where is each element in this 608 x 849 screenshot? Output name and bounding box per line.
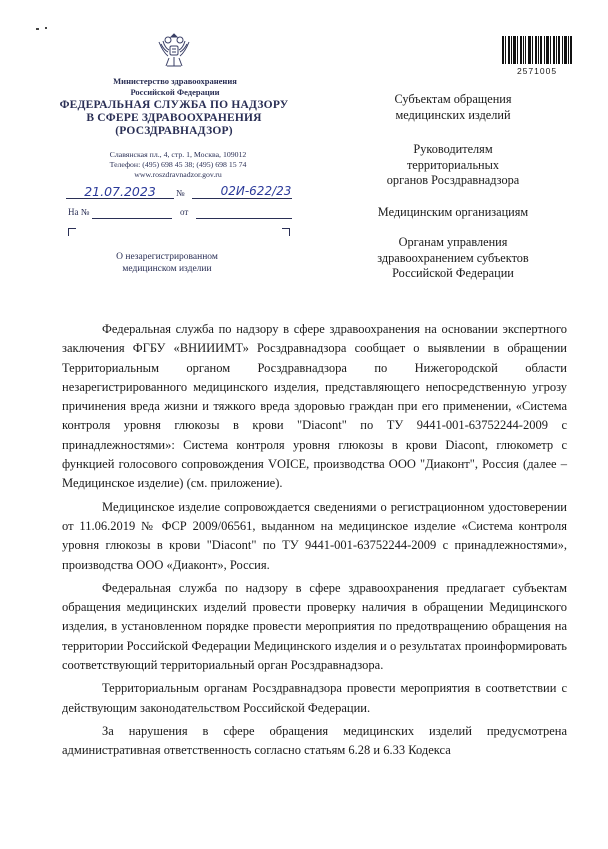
- body-paragraph: Территориальным органам Росздравнадзора провести мероприятия в соответствии с действующим законодательством Российской Федерации.: [62, 681, 567, 715]
- ministry-name: Министерство здравоохранения Российской Федерации: [113, 76, 237, 97]
- subject-corner-left: [68, 228, 76, 236]
- phone: Телефон: (495) 698 45 38; (495) 698 15 74: [109, 160, 247, 169]
- number-sign: №: [176, 188, 185, 198]
- ref-date-underline: [196, 218, 292, 219]
- body-paragraph: Федеральная служба по надзору в сфере здравоохранения предлагает субъектам обращения медицинских изделий провести проверку наличия в обращении Медицинского изделия, в установленном порядке провести мероприятия по предотвращению обращения на территории Российской Федерации Медицинского изделия и о результатах проинформировать соответствующий территориальный орган Росздравнадзора.: [62, 580, 567, 673]
- address: Славянская пл., 4, стр. 1, Москва, 109012: [109, 150, 247, 159]
- ref-number-underline: [92, 218, 172, 219]
- date-underline: [66, 198, 174, 199]
- body-paragraph: Медицинское изделие сопровождается сведениями о регистрационном удостоверении от 11.06.2019 № ФСР 2009/06561, выданном на медицинское изделие «Система контроля уровня глюкозы в крови "Diacont" по ТУ 9441-001-63752244-2009 с принадлежностями», производства ООО «Диаконт», Россия.: [62, 499, 567, 572]
- scan-mark: [45, 27, 47, 29]
- barcode-number: 2571005: [516, 66, 558, 76]
- letter-body: [62, 320, 567, 765]
- ref-number-label: На №: [68, 207, 90, 217]
- service-name-line1: ФЕДЕРАЛЬНАЯ СЛУЖБА ПО НАДЗОРУ: [59, 99, 289, 111]
- number-handwritten: 02И-622/23: [220, 184, 292, 198]
- service-name-line2: В СФЕРЕ ЗДРАВООХРАНЕНИЯ: [86, 112, 262, 124]
- scan-mark: [36, 28, 39, 30]
- addressee-heads: Руководителям территориальных органов Росздравнадзора: [386, 142, 520, 187]
- ref-date-label: от: [180, 207, 189, 217]
- letter-subject: О незарегистрированном медицинском изделии: [116, 252, 218, 274]
- barcode-icon: [502, 36, 572, 64]
- number-underline: [192, 198, 292, 199]
- addressee-health-authorities: Органам управления здравоохранением субъектов Российской Федерации: [377, 235, 529, 280]
- body-paragraph: За нарушения в сфере обращения медицинских изделий предусмотрена административная ответственность согласно статьям 6.28 и 6.33 Кодекса: [62, 723, 567, 758]
- website: www.roszdravnadzor.gov.ru: [134, 170, 222, 179]
- addressee-med-orgs: Медицинским организациям: [377, 205, 529, 219]
- body-paragraph: Федеральная служба по надзору в сфере здравоохранения на основании экспертного заключения ФГБУ «ВНИИИМТ» Росздравнадзора сообщает о выявлении в обращении Территориальным органом Росздравнадзора по Нижегородской области незарегистрированного медицинского изделия, представляющего непосредственную угрозу причинения вреда жизни и тяжкого вреда здоровью граждан при его применении, «Система контроля уровня глюкозы в крови "Diacont" по ТУ 9441-001-63752244-2009 с принадлежностями»: Система контроля уровня глюкозы в крови Diacont, глюкометр с функцией голосового сопровождения VOICE, производства ООО "Диаконт", Россия (далее – Медицинское изделие) (см. приложение).: [62, 322, 567, 491]
- coat-of-arms-icon: [155, 30, 193, 70]
- date-handwritten: 21.07.2023: [84, 184, 156, 199]
- subject-corner-right: [282, 228, 290, 236]
- addressee-subjects: Субъектам обращения медицинских изделий: [394, 92, 512, 122]
- service-short-name: (РОСЗДРАВНАДЗОР): [115, 125, 233, 137]
